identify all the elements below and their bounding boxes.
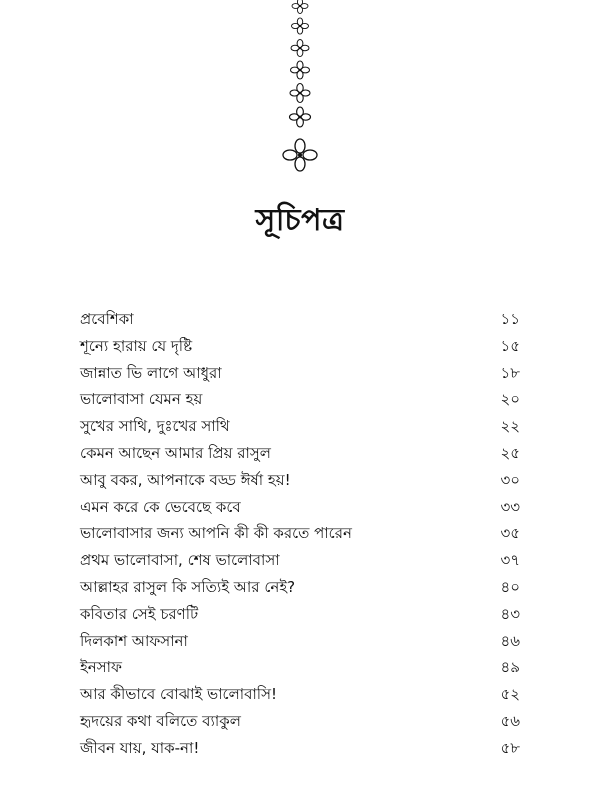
toc-entry-page: ১৮ [500,363,520,382]
toc-entry-page: ২০ [500,390,520,409]
toc-entry-title: আল্লাহর রাসুল কি সত্যিই আর নেই? [80,577,296,596]
toc-entry [80,467,520,494]
toc-entry-title: জীবন যায়, যাক-না! [80,738,200,757]
toc-entry-page: ২২ [500,417,520,436]
toc-entry-title: কবিতার সেই চরণটি [80,604,199,623]
toc-entry-page: ৫২ [500,685,520,704]
page-title: সূচিপত্র [255,203,345,238]
toc-entry-title: হৃদয়ের কথা বলিতে ব্যাকুল [80,711,241,730]
toc-entry-title: এমন করে কে ভেবেছে কবে [80,497,241,516]
toc-entry-page: ৩৫ [500,524,520,543]
toc-entry [80,654,520,681]
toc-entry-title: দিলকাশ আফসানা [80,631,188,650]
toc-entry [80,708,520,735]
toc-entry [80,574,520,601]
toc-entry [80,494,520,521]
toc-entry-page: ৩৭ [500,551,520,570]
toc-entry-page: ৫৮ [500,738,520,757]
toc-entry-title: প্রথম ভালোবাসা, শেষ ভালোবাসা [80,551,280,570]
toc-entry [80,601,520,628]
toc-entry-page: ৪৩ [500,604,520,623]
toc-entry-title: শূন্যে হারায় যে দৃষ্টি [80,336,193,355]
toc-entry-page: ২৫ [500,443,520,462]
toc-entry [80,360,520,387]
toc-entry-title: প্রবেশিকা [80,310,134,328]
toc-entry [80,735,520,762]
toc-entry-page: ৪৯ [500,658,520,677]
toc-entry [80,681,520,708]
toc-entry-page: ৩০ [500,470,520,489]
toc-entry-title: আর কীভাবে বোঝাই ভালোবাসি! [80,685,278,704]
toc-entry-page: ৩৩ [500,497,520,516]
toc-entry [80,386,520,413]
toc-entry-title: সুখের সাথি, দুঃখের সাথি [80,417,230,436]
toc-entry-title: আবু বকর, আপনাকে বড্ড ঈর্ষা হয়! [80,470,291,489]
toc-entry-page: ১৫ [500,336,520,355]
toc-entry [80,520,520,547]
toc-entry-title: ভালোবাসার জন্য আপনি কী কী করতে পারেন [80,524,352,543]
table-of-contents [80,306,520,762]
toc-entry [80,413,520,440]
toc-entry [80,306,520,333]
toc-entry-page: ৪০ [500,577,520,596]
toc-entry [80,440,520,467]
toc-entry [80,333,520,360]
toc-entry [80,628,520,655]
toc-entry-page: ৫৬ [500,711,520,730]
floral-ornament-icon [270,0,330,180]
toc-entry-title: ভালোবাসা যেমন হয় [80,390,203,409]
toc-entry-title: জান্নাত ভি লাগে আধুরা [80,363,222,382]
toc-entry-title: কেমন আছেন আমার প্রিয় রাসুল [80,443,271,462]
toc-entry-page: ৪৬ [500,631,520,650]
toc-entry [80,547,520,574]
toc-entry-title: ইনসাফ [80,658,122,677]
toc-entry-page: ১১ [500,310,520,328]
